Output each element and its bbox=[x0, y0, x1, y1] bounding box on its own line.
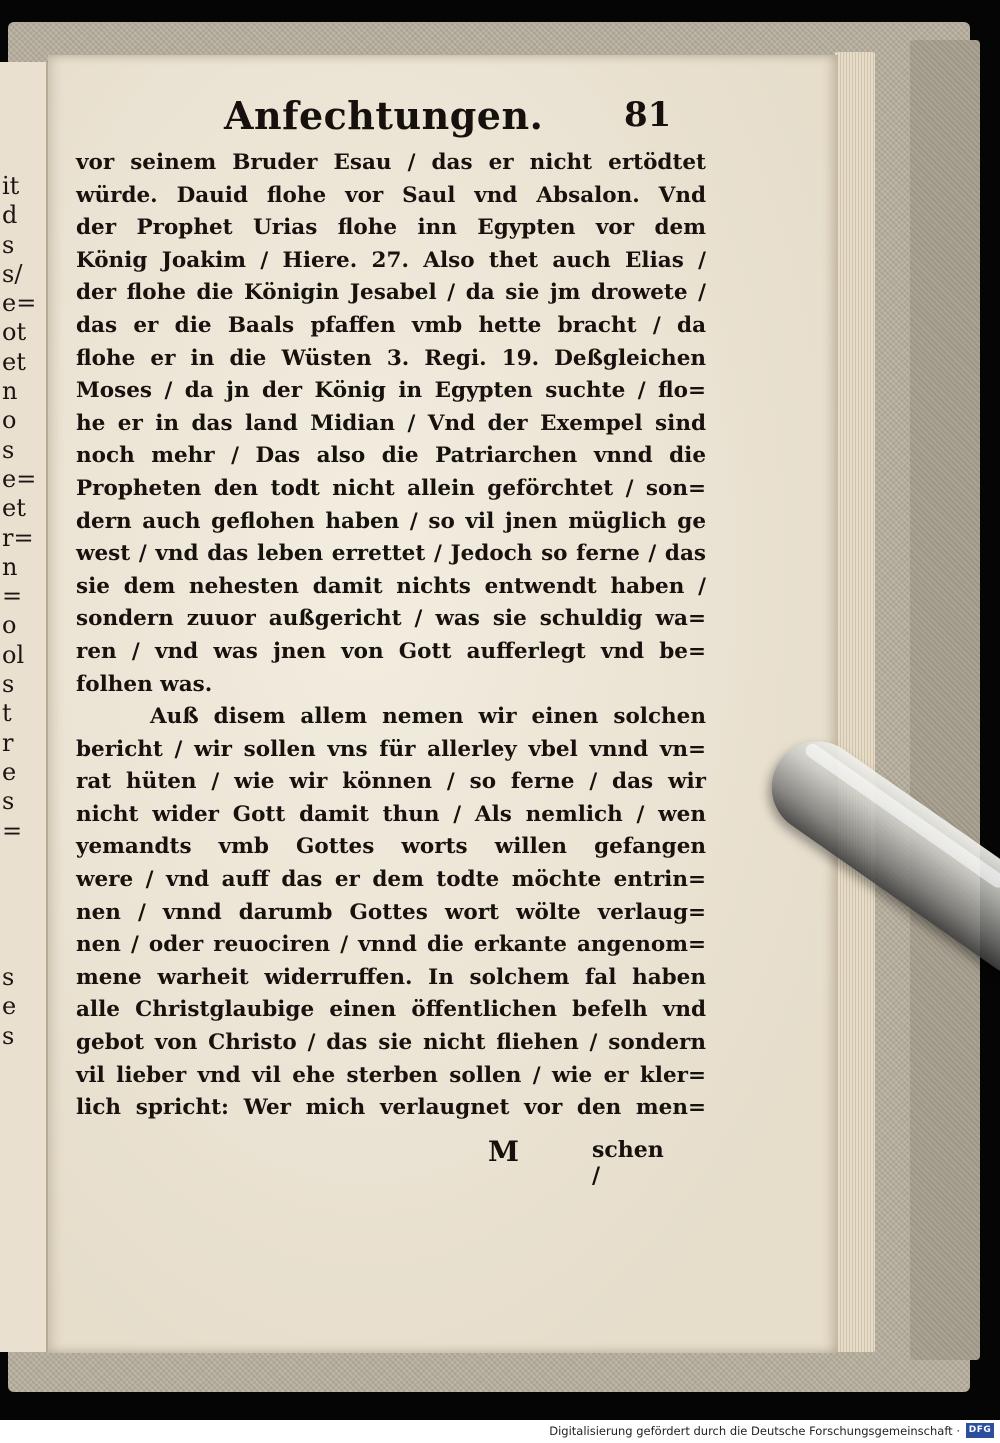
text-line: Propheten den todt nicht allein geförchtet / son= bbox=[76, 475, 706, 501]
signature-mark: M bbox=[488, 1135, 519, 1168]
page-stack-edge bbox=[835, 52, 875, 1352]
dfg-logo-icon: DFG bbox=[966, 1423, 994, 1438]
page-header bbox=[224, 93, 674, 143]
book-cover-edge bbox=[910, 40, 980, 1360]
text-line: das er die Baals pfaffen vmb hette bracht / da bbox=[76, 312, 706, 338]
funding-credit: Digitalisierung gefördert durch die Deutsche Forschungsgemeinschaft · bbox=[549, 1424, 960, 1438]
text-line: dern auch geflohen haben / so vil jnen müglich ge bbox=[76, 508, 706, 534]
text-line: sie dem nehesten damit nichts entwendt haben / bbox=[76, 573, 706, 599]
text-line: bericht / wir sollen vns für allerley vbel vnnd vn= bbox=[76, 736, 706, 762]
page-number: 81 bbox=[624, 95, 672, 135]
text-line: der Prophet Urias flohe inn Egypten vor dem bbox=[76, 215, 706, 241]
text-line: he er in das land Midian / Vnd der Exempel sind bbox=[76, 410, 706, 436]
text-line: vil lieber vnd vil ehe sterben sollen / wie er kler= bbox=[76, 1062, 706, 1088]
text-line: gebot von Christo / das sie nicht fliehen / sondern bbox=[76, 1030, 706, 1056]
text-line: were / vnd auff das er dem todte möchte entrin= bbox=[76, 867, 706, 893]
text-line: vor seinem Bruder Esau / das er nicht ertödtet bbox=[76, 150, 706, 175]
text-line: sondern zuuor außgericht / was sie schuldig wa= bbox=[76, 606, 706, 632]
text-line: ren / vnd was jnen von Gott aufferlegt vnd be= bbox=[76, 638, 706, 664]
book-page bbox=[48, 55, 838, 1353]
text-line: yemandts vmb Gottes worts willen gefangen bbox=[76, 834, 706, 860]
left-page-edge-text: it d s s/ e= ot et n o s e= et r= n = o ol s t r e s = s e s bbox=[2, 172, 37, 1050]
left-page-fragment bbox=[0, 62, 48, 1352]
catchword: schen / bbox=[592, 1137, 664, 1189]
text-line: mene warheit widerruffen. In solchem fal haben bbox=[76, 964, 706, 990]
text-line: der flohe die Königin Jesabel / da sie jm drowete / bbox=[76, 280, 706, 306]
body-text bbox=[76, 147, 706, 1125]
text-line: lich spricht: Wer mich verlaugnet vor den men= bbox=[76, 1095, 706, 1121]
text-line: west / vnd das leben errettet / Jedoch so ferne / das bbox=[76, 541, 706, 567]
text-line: rat hüten / wie wir können / so ferne / das wir bbox=[76, 769, 706, 795]
footer-bar bbox=[0, 1420, 1000, 1443]
text-line: alle Christglaubige einen öffentlichen befelh vnd bbox=[76, 997, 706, 1023]
text-line: nen / oder reuociren / vnnd die erkante angenom= bbox=[76, 932, 706, 958]
text-line: würde. Dauid flohe vor Saul vnd Absalon. Vnd bbox=[76, 182, 706, 208]
text-line: folhen was. bbox=[76, 671, 213, 697]
text-line: noch mehr / Das also die Patriarchen vnnd die bbox=[76, 443, 706, 469]
running-head: Anfechtungen. bbox=[224, 93, 544, 138]
paragraph-start-line: Auß disem allem nemen wir einen solchen bbox=[150, 704, 706, 730]
text-line: König Joakim / Hiere. 27. Also thet auch Elias / bbox=[76, 247, 706, 273]
text-line: flohe er in die Wüsten 3. Regi. 19. Deßgleichen bbox=[76, 345, 706, 371]
text-line: Moses / da jn der König in Egypten suchte / flo= bbox=[76, 378, 706, 404]
text-line: nen / vnnd darumb Gottes wort wölte verlaug= bbox=[76, 899, 706, 925]
text-line: nicht wider Gott damit thun / Als nemlich / wen bbox=[76, 801, 706, 827]
page-footer-line bbox=[488, 1135, 678, 1189]
